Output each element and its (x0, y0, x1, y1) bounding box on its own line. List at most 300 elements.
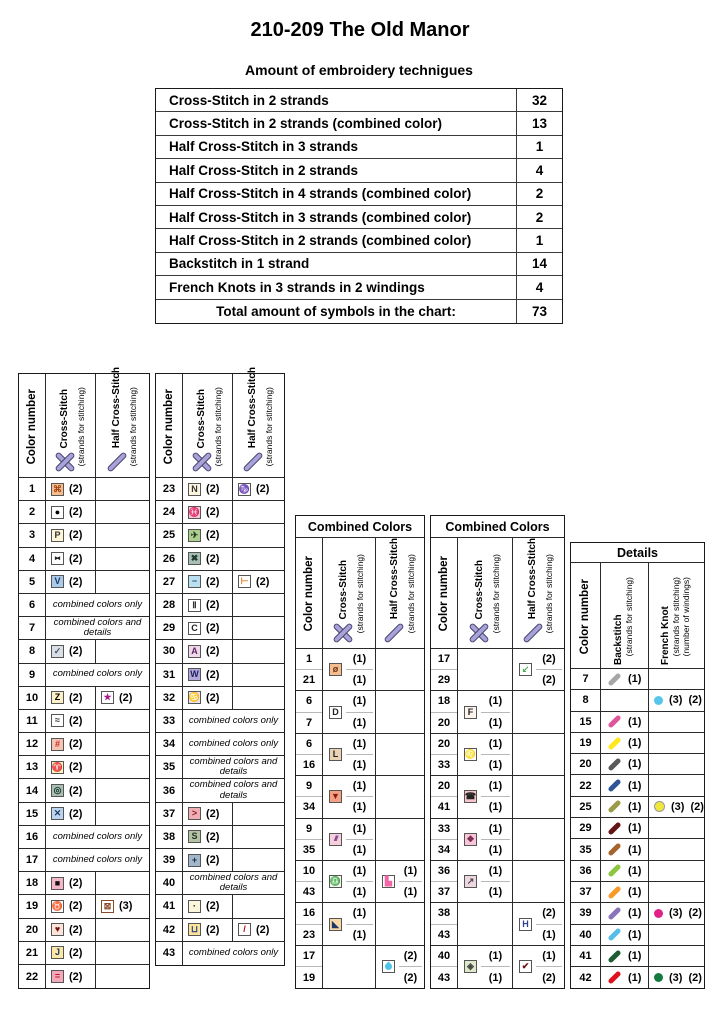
backstitch-color-swatch (607, 672, 621, 686)
combined-color-row (296, 946, 424, 988)
windings-value: (2) (688, 907, 702, 920)
techniques-table-title: Amount of embroidery technigues (245, 62, 473, 78)
technique-count: 14 (531, 256, 548, 272)
technique-count: 2 (535, 209, 544, 225)
color-number: 35 (156, 756, 183, 778)
french-knot-color-swatch (654, 909, 663, 918)
backstitch-cell (601, 839, 649, 859)
color-number: 16 (296, 903, 322, 924)
half-cross-stitch-cell (96, 942, 149, 964)
color-number: 6 (19, 594, 46, 616)
bowtie-symbol: ▸◂ (54, 555, 59, 563)
details-row (571, 839, 704, 860)
strands-value: (2) (256, 575, 270, 588)
half-cross-stitch-cell (376, 649, 424, 690)
strands-value: (1) (628, 907, 642, 920)
color-number: 27 (156, 571, 183, 593)
stitch-symbol: ♉ (51, 900, 64, 911)
note-cell: combined colors only (52, 668, 143, 680)
color-number: 37 (156, 803, 183, 825)
strands-value: (2) (403, 971, 418, 984)
cross-stitch-cell (183, 501, 233, 523)
half-cross-stitch-cell (376, 903, 424, 944)
technique-label: Half Cross-Stitch in 4 strands (combined color) (156, 183, 517, 205)
strands-value: (1) (481, 861, 510, 882)
technique-count: 13 (531, 116, 548, 132)
cross-stitch-icon (333, 622, 355, 644)
techniques-table (155, 88, 563, 324)
strands-note: (strands for stitching) (671, 576, 682, 657)
french-knot-cell (649, 690, 704, 710)
color-number: 9 (296, 819, 322, 840)
half-cross-stitch-cell (96, 478, 149, 500)
color-row (19, 640, 149, 663)
half-cross-stitch-cell (96, 501, 149, 523)
stitch-symbol: ⊠ (101, 900, 114, 913)
combined-colors-title: Combined Colors (296, 516, 424, 538)
color-row (156, 849, 284, 872)
strands-value: (1) (352, 674, 367, 687)
color-row (19, 478, 149, 501)
color-number: 26 (156, 548, 183, 570)
french-knot-color-swatch (654, 801, 665, 812)
cross-stitch-cell (458, 819, 513, 860)
col-header-color-number (19, 374, 46, 477)
color-number: 41 (571, 946, 601, 966)
stitch-symbol: − (188, 575, 201, 588)
strands-value: (2) (69, 529, 83, 542)
half-cross-stitch-cell (96, 640, 149, 662)
half-cross-stitch-cell (376, 734, 424, 775)
color-number-pair (431, 734, 458, 775)
color-number: 17 (296, 946, 322, 968)
color-number: 13 (19, 756, 46, 778)
technique-label: French Knots in 3 strands in 2 windings (156, 276, 517, 298)
combined-color-row (431, 903, 564, 945)
strands-value: (1) (481, 691, 510, 712)
strands-note: (strands for stitching) (544, 554, 555, 634)
strands-value: (3) (669, 694, 683, 707)
col-header-half-cross-stitch (233, 366, 284, 477)
color-number: 34 (156, 733, 183, 755)
color-number: 7 (19, 617, 46, 639)
strands-note: (strands for stitching) (264, 386, 275, 467)
technique-row (156, 229, 562, 252)
note-cell: combined colors and details (189, 779, 278, 801)
cross-stitch-cell (46, 524, 96, 546)
color-number-pair (296, 903, 323, 944)
stitch-symbol: ✓ (51, 645, 64, 658)
strands-value: (2) (206, 622, 220, 635)
half-cross-stitch-cell (376, 776, 424, 817)
col-header-color-number (156, 374, 183, 477)
backstitch-cell (601, 797, 649, 817)
backstitch-cell (601, 861, 649, 881)
cross-stitch-cell (323, 946, 376, 988)
stitch-symbol: ✖ (188, 552, 201, 565)
strands-value: (1) (352, 716, 367, 729)
details-row (571, 903, 704, 924)
cross-stitch-icon (469, 622, 491, 644)
col-header-half-cross-stitch (513, 538, 564, 648)
half-cross-stitch-cell (96, 803, 149, 825)
backstitch-color-swatch (607, 864, 621, 878)
cross-stitch-cell (46, 756, 96, 778)
color-number: 43 (156, 942, 183, 965)
cross-stitch-cell (323, 691, 376, 732)
stitch-symbol: > (188, 807, 201, 820)
color-row (156, 664, 284, 687)
color-number-label: Color number (579, 578, 592, 655)
half-cross-stitch-cell (233, 501, 284, 523)
cross-stitch-cell (183, 524, 233, 546)
technique-label: Total amount of symbols in the chart: (156, 300, 517, 323)
color-number: 35 (302, 843, 316, 856)
color-row (156, 617, 284, 640)
color-row (19, 617, 149, 640)
color-number: 31 (156, 664, 183, 686)
stitch-symbol: / (238, 923, 251, 936)
color-number: 17 (431, 649, 457, 670)
color-number: 23 (302, 928, 316, 941)
strands-value: (2) (69, 761, 83, 774)
color-number: 36 (571, 861, 601, 881)
combined-color-row (431, 776, 564, 818)
strands-value: (2) (69, 645, 83, 658)
color-number: 21 (19, 942, 46, 964)
backstitch-cell (601, 925, 649, 945)
strands-value: (3) (671, 800, 685, 813)
stitch-symbol: ✕ (51, 807, 64, 820)
strands-value: (2) (69, 575, 83, 588)
color-row (19, 548, 149, 571)
stitch-symbol: ◎ (51, 784, 64, 797)
half-cross-stitch-cell (376, 819, 424, 860)
strands-value: (1) (488, 843, 503, 856)
color-row (156, 548, 284, 571)
technique-label: Backstitch in 1 strand (156, 253, 517, 275)
color-number: 40 (571, 925, 601, 945)
cross-stitch-cell (183, 895, 233, 917)
strands-value: (2) (69, 738, 83, 751)
technique-label: Cross-Stitch in 2 strands (156, 89, 517, 111)
half-cross-stitch-cell (233, 640, 284, 662)
color-number: 8 (19, 640, 46, 662)
half-cross-stitch-cell (96, 756, 149, 778)
stitch-symbol: ▼ (329, 790, 342, 803)
half-cross-stitch-cell (233, 524, 284, 546)
strands-value: (2) (206, 854, 220, 867)
strands-value: (1) (628, 758, 642, 771)
cross-stitch-cell (458, 776, 513, 817)
half-cross-stitch-cell (96, 733, 149, 755)
french-knot-cell (649, 946, 704, 966)
color-number: 6 (296, 734, 322, 755)
color-row (156, 895, 284, 918)
stitch-symbol: L (329, 748, 342, 761)
backstitch-color-swatch (607, 715, 621, 729)
backstitch-cell (601, 669, 649, 689)
combined-color-row (431, 946, 564, 988)
stitch-symbol: ◈ (464, 960, 477, 973)
half-cross-stitch-cell (233, 548, 284, 570)
color-number-pair (431, 649, 458, 690)
color-number-pair (296, 946, 323, 988)
french-knot-cell (649, 775, 704, 795)
strands-value: (2) (206, 900, 220, 913)
color-number-label: Color number (162, 388, 175, 465)
stitch-symbol: H (519, 918, 532, 931)
backstitch-cell (601, 882, 649, 902)
color-number: 19 (19, 895, 46, 917)
half-cross-stitch-label: Half Cross-Stitch (527, 537, 539, 619)
technique-row (156, 89, 562, 112)
color-number: 43 (437, 971, 451, 984)
color-row (156, 571, 284, 594)
strands-value: (1) (346, 649, 373, 670)
col-header-cross-stitch (458, 538, 513, 648)
details-row (571, 733, 704, 754)
strands-value: (2) (69, 877, 83, 890)
strands-value: (1) (346, 691, 373, 712)
color-number: 29 (437, 674, 451, 687)
strands-value: (1) (542, 928, 556, 941)
cross-stitch-cell (46, 710, 96, 732)
cross-stitch-cell (323, 903, 376, 944)
backstitch-color-swatch (607, 757, 621, 771)
half-cross-stitch-cell (233, 826, 284, 848)
french-knot-label: French Knot (660, 606, 672, 665)
strands-value: (2) (206, 691, 220, 704)
cross-stitch-cell (458, 861, 513, 902)
color-number: 42 (156, 919, 183, 941)
color-number: 33 (431, 819, 457, 840)
color-row (19, 919, 149, 942)
color-number: 4 (19, 548, 46, 570)
backstitch-cell (601, 818, 649, 838)
color-number: 28 (156, 594, 183, 616)
french-knot-cell (649, 754, 704, 774)
cross-stitch-label: Cross-Stitch (59, 388, 71, 448)
half-cross-stitch-cell (96, 548, 149, 570)
stitch-symbol (329, 833, 342, 846)
combined-color-row (296, 691, 424, 733)
stitch-symbol: J (51, 946, 64, 959)
stitch-symbol: ♥ (51, 923, 64, 936)
strands-value: (2) (206, 575, 220, 588)
stitch-symbol: ♈ (51, 761, 64, 772)
half-cross-stitch-cell (96, 965, 149, 988)
color-number: 29 (156, 617, 183, 639)
cross-stitch-cell (183, 478, 233, 500)
combined-color-row (431, 861, 564, 903)
backstitch-color-swatch (607, 842, 621, 856)
color-number: 40 (431, 946, 457, 968)
strands-value: (2) (69, 970, 83, 983)
cross-stitch-cell (323, 776, 376, 817)
color-number: 21 (302, 674, 316, 687)
backstitch-color-swatch (607, 779, 621, 793)
color-number: 38 (431, 903, 457, 924)
strands-value: (1) (628, 843, 642, 856)
color-number: 34 (302, 801, 316, 814)
color-number: 20 (437, 716, 451, 729)
strands-value: (1) (488, 716, 503, 729)
strands-value: (2) (206, 552, 220, 565)
stitch-symbol: ↙ (519, 663, 532, 676)
strands-value: (2) (206, 668, 220, 681)
half-cross-stitch-icon (384, 622, 406, 644)
cross-stitch-cell (183, 687, 233, 709)
col-header-cross-stitch (183, 374, 233, 477)
color-row (156, 756, 284, 779)
details-row (571, 946, 704, 967)
half-cross-stitch-cell (233, 895, 284, 917)
cross-stitch-cell (46, 965, 96, 988)
col-header-color-number (296, 538, 323, 648)
strands-value: (1) (352, 759, 367, 772)
strands-note: (strands for stitching) (128, 386, 139, 467)
half-cross-stitch-icon (107, 451, 129, 473)
cross-stitch-cell (458, 734, 513, 775)
strands-value: (1) (346, 861, 373, 882)
strands-value: (1) (488, 759, 503, 772)
strands-value: (2) (399, 946, 422, 968)
strands-value: (2) (536, 903, 562, 924)
color-number-pair (296, 776, 323, 817)
stitch-symbol: D (329, 706, 342, 719)
color-number: 9 (296, 776, 322, 797)
half-cross-stitch-label: Half Cross-Stitch (388, 537, 400, 619)
strands-value: (3) (669, 971, 683, 984)
backstitch-color-swatch (607, 821, 621, 835)
slashes-symbol: /// (334, 835, 337, 843)
backstitch-color-swatch (607, 800, 621, 814)
col-header-cross-stitch (323, 538, 376, 648)
stitch-symbol: Ⅱ (188, 599, 201, 612)
technique-count: 1 (535, 139, 544, 155)
cross-stitch-cell (183, 640, 233, 662)
cross-stitch-cell (46, 687, 96, 709)
french-knot-color-swatch (654, 696, 663, 705)
half-cross-stitch-cell (233, 803, 284, 825)
color-number: 1 (296, 649, 322, 670)
color-number: 12 (19, 733, 46, 755)
cross-stitch-cell (323, 819, 376, 860)
half-cross-stitch-cell (96, 895, 149, 917)
details-row (571, 669, 704, 690)
stitch-symbol: A (188, 645, 201, 658)
color-row (19, 524, 149, 547)
half-cross-stitch-cell (513, 903, 564, 944)
stitch-symbol: ≈ (51, 714, 64, 727)
strands-value: (2) (542, 674, 556, 687)
color-number: 20 (19, 919, 46, 941)
color-number: 3 (19, 524, 46, 546)
stitch-symbol: + (188, 854, 201, 867)
cross-stitch-cell (183, 803, 233, 825)
windings-note: (number of windings) (681, 576, 692, 657)
color-number: 20 (431, 776, 457, 797)
stitch-symbol: ■ (51, 877, 64, 890)
cross-stitch-cell (323, 861, 376, 902)
half-cross-stitch-cell (513, 734, 564, 775)
strands-value: (2) (206, 483, 220, 496)
stitch-symbol: ♌ (464, 748, 477, 759)
color-number: 18 (19, 872, 46, 894)
strands-note: (strands for stitching) (490, 554, 501, 634)
color-number-label: Color number (25, 388, 38, 465)
strands-note: (strands for stitching) (76, 386, 87, 467)
half-cross-stitch-cell (233, 919, 284, 941)
strands-value: (2) (256, 483, 270, 496)
technique-count: 2 (535, 186, 544, 202)
color-number: 10 (19, 687, 46, 709)
color-row (19, 733, 149, 756)
color-number: 32 (156, 687, 183, 709)
color-number: 40 (156, 872, 183, 894)
color-number: 43 (302, 886, 316, 899)
combined-colors-table-2 (430, 515, 565, 989)
col-header-cross-stitch (46, 374, 96, 477)
strands-value: (1) (628, 737, 642, 750)
color-row (156, 872, 284, 895)
french-knot-cell (649, 797, 704, 817)
backstitch-cell (601, 690, 649, 710)
note-cell: combined colors only (188, 947, 279, 959)
stitch-symbol: Z (51, 691, 64, 704)
strands-value: (1) (481, 776, 510, 797)
strands-value: (2) (536, 649, 562, 670)
stitch-symbol: ⊢ (238, 575, 251, 588)
details-title: Details (571, 543, 704, 563)
strands-value: (1) (346, 776, 373, 797)
cross-stitch-cell (46, 942, 96, 964)
color-number: 17 (19, 849, 46, 871)
color-row (19, 664, 149, 687)
backstitch-cell (601, 733, 649, 753)
stitch-symbol: ⊔ (188, 923, 201, 936)
color-number: 33 (156, 710, 183, 732)
color-number: 25 (156, 524, 183, 546)
technique-row (156, 276, 562, 299)
stitch-symbol: ☎ (464, 791, 477, 802)
strands-value: (1) (481, 946, 510, 968)
color-row (19, 826, 149, 849)
color-number: 36 (431, 861, 457, 882)
color-number: 15 (19, 803, 46, 825)
strands-value: (2) (206, 923, 220, 936)
backstitch-color-swatch (607, 885, 621, 899)
strands-note: (strands for stitching) (354, 554, 365, 634)
color-row (156, 478, 284, 501)
symbol-key-table-2 (155, 366, 285, 966)
cross-stitch-label: Cross-Stitch (337, 559, 349, 619)
color-row (19, 687, 149, 710)
color-row (19, 872, 149, 895)
color-number: 19 (302, 971, 316, 984)
note-cell: combined colors only (52, 598, 143, 610)
color-number: 9 (19, 664, 46, 686)
stitch-symbol: ✔ (519, 960, 532, 973)
stitch-symbol (382, 960, 395, 973)
stitch-symbol: ● (51, 506, 64, 519)
color-row (156, 733, 284, 756)
cross-stitch-cell (183, 919, 233, 941)
col-header-french-knot (649, 563, 704, 668)
color-number: 42 (571, 967, 601, 988)
color-row (19, 849, 149, 872)
